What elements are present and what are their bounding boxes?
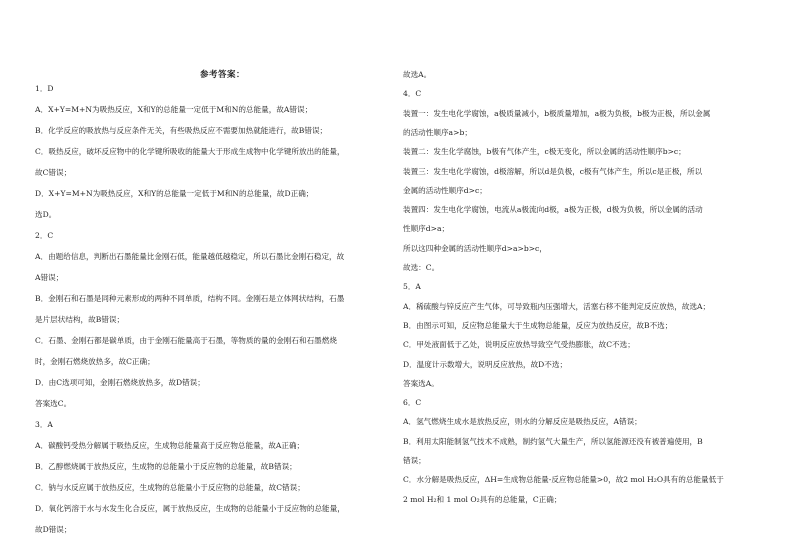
text-line: A．氢气燃烧生成水是放热反应，则水的分解反应是吸热反应，A错误； — [403, 417, 642, 427]
text-line: 答案选A。 — [403, 378, 439, 388]
text-line: 4．C — [403, 89, 422, 99]
text-line: 装置一：发生电化学腐蚀，a极质量减小，b极质量增加，a极为负极，b极为正极，所以金属 — [403, 108, 711, 118]
text-line: C．钠与水反应属于放热反应，生成物的总能量小于反应物的总能量，故C错误； — [35, 483, 305, 492]
text-line: 性顺序d>a； — [403, 224, 450, 234]
text-line: 装置三：发生电化学腐蚀，d极溶解，所以d是负极，c极有气体产生，所以c是正极，所以 — [403, 166, 703, 176]
text-line: 故D错误； — [35, 525, 72, 534]
text-line: 故C错误； — [35, 168, 72, 177]
text-line: 6．C — [403, 398, 422, 408]
text-line: D．温度计示数增大，说明反应放热，故D不选； — [403, 359, 568, 369]
text-line: 所以这四种金属的活动性顺序d>a>b>c， — [403, 243, 547, 253]
text-line: C．石墨、金刚石都是碳单质，由于金刚石能量高于石墨，等物质的量的金刚石和石墨燃烧 — [35, 336, 337, 345]
text-line: C．水分解是吸热反应，ΔH=生成物总能量-反应物总能量>0，故2 mol H₂O具有的总能量低于 — [403, 475, 724, 485]
text-line: 时，金刚石燃烧放热多，故C正确； — [35, 357, 155, 366]
text-line: A．X+Y=M+N为吸热反应，X和Y的总能量一定低于M和N的总能量，故A错误； — [35, 105, 313, 114]
text-line: 金属的活动性顺序d>c； — [403, 185, 487, 195]
answer-heading: 参考答案： — [200, 70, 246, 80]
text-line: 装置二：发生化学腐蚀，b极有气体产生，c极无变化，所以金属的活动性顺序b>c； — [403, 147, 686, 157]
text-line: C．吸热反应，破坏反应物中的化学键所吸收的能量大于形成生成物中化学键所放出的能量， — [35, 147, 345, 156]
text-line: 的活动性顺序a>b； — [403, 127, 472, 137]
text-line: 故选：C。 — [403, 263, 440, 272]
text-line: B．金刚石和石墨是同种元素形成的两种不同单质，结构不同。金刚石是立体网状结构，石墨 — [35, 294, 345, 303]
text-line: 是片层状结构，故B错误； — [35, 315, 125, 324]
text-line: A．由题给信息，判断出石墨能量比金刚石低，能量越低越稳定，所以石墨比金刚石稳定，故 — [35, 252, 345, 261]
text-line: 2．C — [35, 231, 54, 240]
text-line: 5．A — [403, 282, 421, 292]
text-line: D．由C选项可知，金刚石燃烧放热多，故D错误； — [35, 378, 205, 387]
text-line: A错误； — [35, 273, 64, 282]
text-line: 1．D — [35, 84, 54, 93]
text-line: B．乙醇燃烧属于放热反应，生成物的总能量小于反应物的总能量，故B错误； — [35, 462, 297, 471]
text-line: C．甲处液面低于乙处，说明反应放热导致空气受热膨胀，故C不选； — [403, 340, 635, 350]
text-line: 装置四：发生电化学腐蚀，电流从a极流向d极，a极为正极，d极为负极，所以金属的活动 — [403, 205, 703, 215]
text-line: A．碳酸钙受热分解属于吸热反应，生成物总能量高于反应物总能量，故A正确； — [35, 441, 305, 450]
text-line: 故选A。 — [403, 70, 432, 79]
text-line: 错误； — [403, 456, 426, 465]
text-line: 3．A — [35, 420, 53, 429]
text-line: B．利用太阳能制氢气技术不成熟，制约氢气大量生产，所以氢能源还没有被普遍使用，B — [403, 436, 703, 446]
text-line: B．由图示可知，反应物总能量大于生成物总能量，反应为放热反应，故B不选； — [403, 320, 673, 330]
text-line: B．化学反应的吸放热与反应条件无关，有些吸热反应不需要加热就能进行，故B错误； — [35, 126, 328, 135]
text-line: 答案选C。 — [35, 399, 72, 408]
text-line: A．稀硫酸与锌反应产生气体，可导致瓶内压强增大，活塞右移不能判定反应放热，故选A； — [403, 301, 711, 311]
text-line: D．氧化钙溶于水与水发生化合反应，属于放热反应，生成物的总能量小于反应物的总能量， — [35, 504, 345, 513]
text-line: D．X+Y=M+N为吸热反应，X和Y的总能量一定低于M和N的总能量，故D正确； — [35, 189, 314, 198]
text-line: 2 mol H₂和 1 mol O₂具有的总能量，C正确； — [403, 494, 562, 504]
text-line: 选D。 — [35, 210, 57, 219]
